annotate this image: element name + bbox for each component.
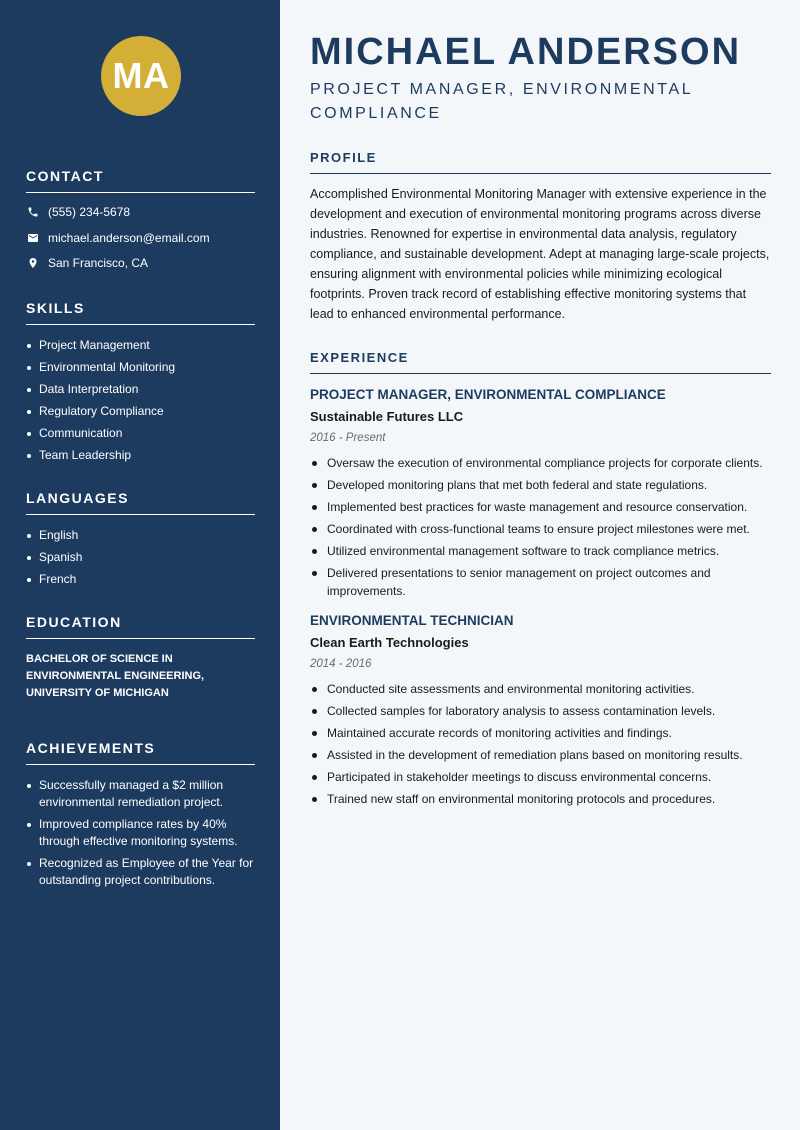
job-dates: 2016 - Present bbox=[310, 432, 386, 444]
phone-text: (555) 234-5678 bbox=[48, 205, 131, 219]
job-bullet: Utilized environmental management software to track compliance metrics. bbox=[310, 542, 771, 560]
achievement-item: Recognized as Employee of the Year for outstanding project contributions. bbox=[26, 855, 255, 889]
job-bullet: Implemented best practices for waste management and resource conservation. bbox=[310, 498, 771, 516]
job-bullet: Conducted site assessments and environmental monitoring activities. bbox=[310, 680, 771, 698]
achievement-item: Successfully managed a $2 million environmental remediation project. bbox=[26, 777, 255, 811]
candidate-title: PROJECT MANAGER, ENVIRONMENTAL COMPLIANCE bbox=[310, 81, 693, 122]
education-section bbox=[26, 614, 255, 702]
achievement-item: Improved compliance rates by 40% through effective monitoring systems. bbox=[26, 816, 255, 850]
achievements-section bbox=[26, 740, 255, 889]
profile-heading: PROFILE bbox=[310, 150, 771, 174]
job-bullet: Trained new staff on environmental monitoring protocols and procedures. bbox=[310, 790, 771, 808]
skills-section bbox=[26, 300, 255, 464]
education-heading: EDUCATION bbox=[26, 614, 255, 639]
sidebar bbox=[0, 0, 280, 1130]
job-bullet: Oversaw the execution of environmental compliance projects for corporate clients. bbox=[310, 454, 771, 472]
achievements-list bbox=[26, 777, 255, 889]
phone-icon bbox=[26, 205, 40, 219]
language-item: French bbox=[26, 571, 255, 588]
skill-item: Regulatory Compliance bbox=[26, 403, 255, 420]
candidate-name: MICHAEL ANDERSON bbox=[310, 31, 742, 73]
email-text: michael.anderson@email.com bbox=[48, 230, 210, 245]
contact-email bbox=[26, 231, 255, 245]
achievements-heading: ACHIEVEMENTS bbox=[26, 740, 255, 765]
skills-list bbox=[26, 337, 255, 464]
languages-section bbox=[26, 490, 255, 588]
education-degree: BACHELOR OF SCIENCE IN ENVIRONMENTAL ENGINEERING, UNIVERSITY OF MICHIGAN bbox=[26, 653, 205, 699]
job-title: ENVIRONMENTAL TECHNICIAN bbox=[310, 613, 514, 628]
main-content bbox=[280, 0, 800, 1130]
job-company: Sustainable Futures LLC bbox=[310, 409, 464, 424]
profile-text: Accomplished Environmental Monitoring Manager with extensive experience in the development and execution of environmental monitoring programs across diverse industries. Renowned for expertise in environmental data analysis, regulatory compliance, and sustainable development. Adept at managing large-scale projects, ensuring alignment with environmental policies while minimizing ecological footprints. Proven track record of establishing effective monitoring systems that lead to enhanced environmental performance. bbox=[310, 187, 770, 321]
job-bullet: Developed monitoring plans that met both federal and state regulations. bbox=[310, 476, 771, 494]
job-entry bbox=[310, 612, 771, 808]
skill-item: Project Management bbox=[26, 337, 255, 354]
job-bullet: Assisted in the development of remediation plans based on monitoring results. bbox=[310, 746, 771, 764]
avatar bbox=[101, 36, 181, 116]
contact-section bbox=[26, 168, 255, 270]
job-dates: 2014 - 2016 bbox=[310, 658, 372, 670]
languages-list bbox=[26, 527, 255, 588]
job-bullets bbox=[310, 680, 771, 808]
location-pin-icon bbox=[26, 256, 40, 270]
job-bullet: Maintained accurate records of monitoring activities and findings. bbox=[310, 724, 771, 742]
contact-phone bbox=[26, 205, 255, 219]
job-bullet: Participated in stakeholder meetings to discuss environmental concerns. bbox=[310, 768, 771, 786]
location-text: San Francisco, CA bbox=[48, 256, 149, 270]
job-bullet: Coordinated with cross-functional teams to ensure project milestones were met. bbox=[310, 520, 771, 538]
experience-heading: EXPERIENCE bbox=[310, 350, 771, 374]
skills-heading: SKILLS bbox=[26, 300, 255, 325]
skill-item: Communication bbox=[26, 425, 255, 442]
job-bullet: Delivered presentations to senior management on project outcomes and improvements. bbox=[310, 564, 771, 600]
contact-location bbox=[26, 256, 255, 270]
language-item: English bbox=[26, 527, 255, 544]
mail-icon bbox=[26, 231, 40, 245]
contact-heading: CONTACT bbox=[26, 168, 255, 193]
job-entry bbox=[310, 386, 771, 600]
skill-item: Team Leadership bbox=[26, 447, 255, 464]
job-bullets bbox=[310, 454, 771, 600]
job-title: PROJECT MANAGER, ENVIRONMENTAL COMPLIANCE bbox=[310, 387, 666, 402]
job-bullet: Collected samples for laboratory analysis to assess contamination levels. bbox=[310, 702, 771, 720]
skill-item: Environmental Monitoring bbox=[26, 359, 255, 376]
skill-item: Data Interpretation bbox=[26, 381, 255, 398]
avatar-initials: MA bbox=[112, 55, 170, 96]
profile-section bbox=[310, 150, 771, 324]
job-company: Clean Earth Technologies bbox=[310, 635, 469, 650]
language-item: Spanish bbox=[26, 549, 255, 566]
experience-section bbox=[310, 350, 771, 808]
languages-heading: LANGUAGES bbox=[26, 490, 255, 515]
